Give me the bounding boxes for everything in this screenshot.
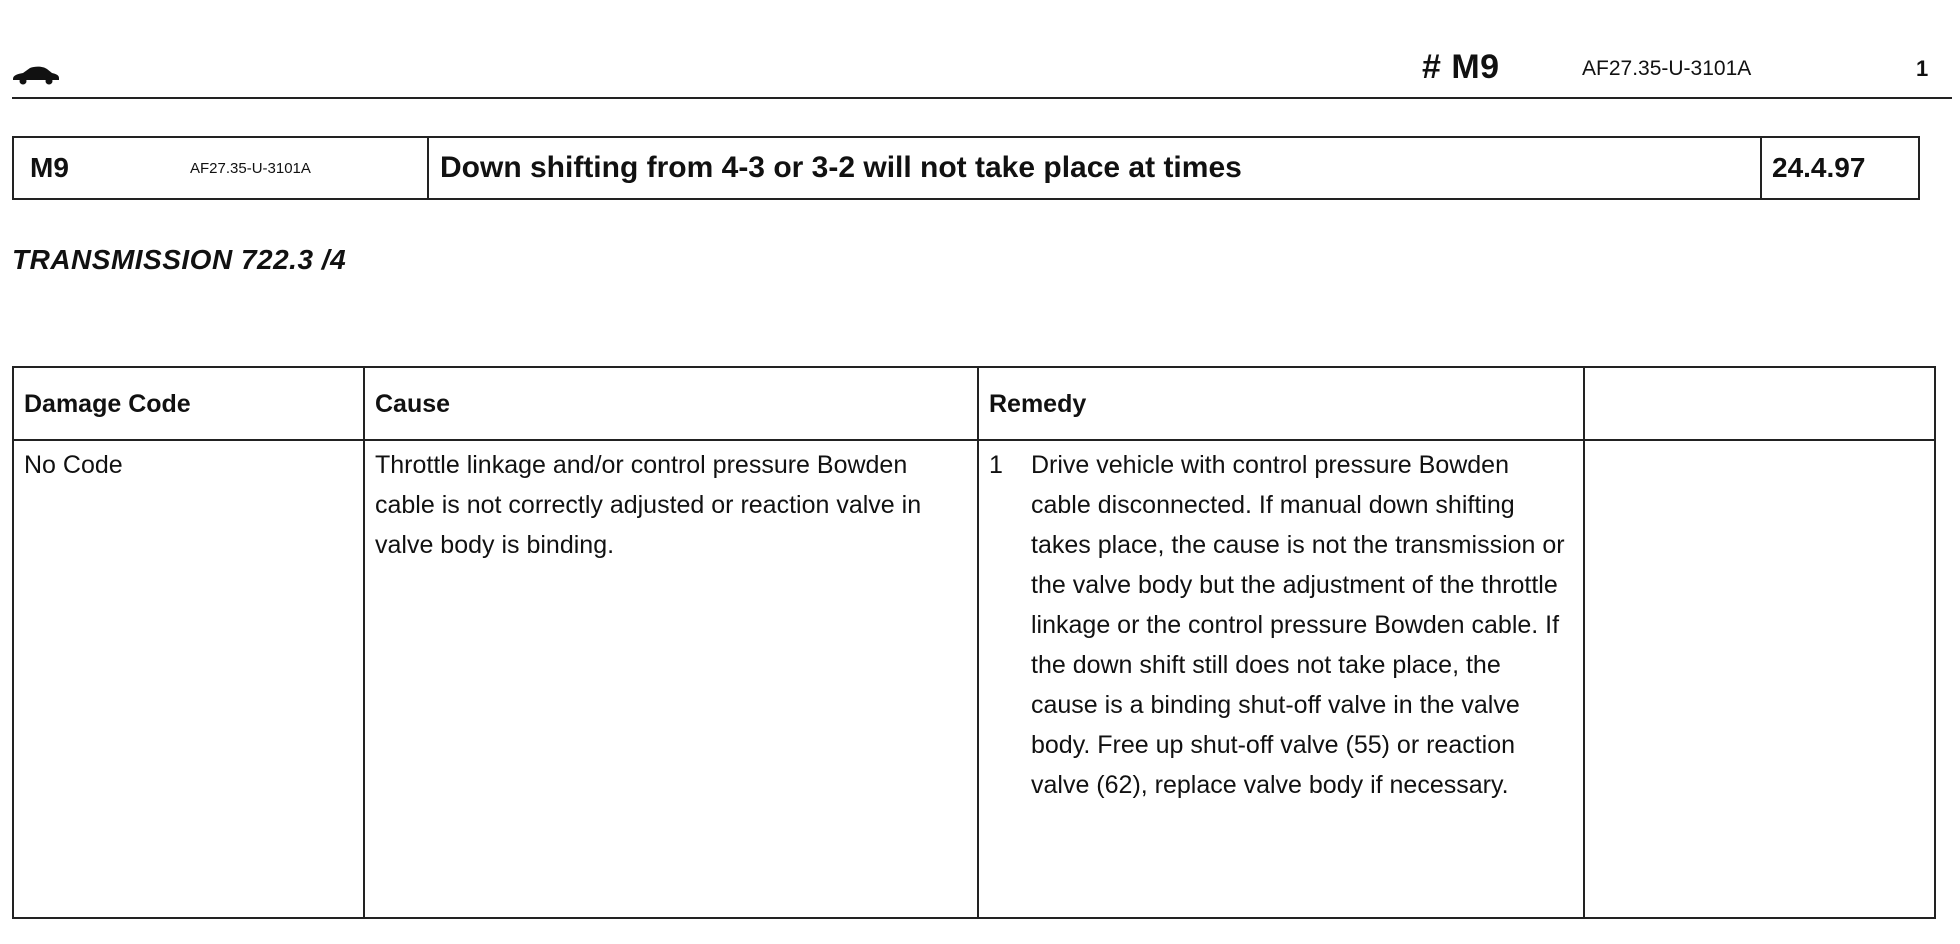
- cause-cell: Throttle linkage and/or control pressure Bowden cable is not correctly adjusted or reaction valve in valve body is binding.: [364, 440, 978, 918]
- notes-cell: [1584, 440, 1935, 918]
- bulletin-date: 24.4.97: [1772, 152, 1866, 183]
- remedy-step-text: Drive vehicle with control pressure Bowden cable disconnected. If manual down shifting takes place, the cause is not the transmission or the valve body but the adjustment of the throttle linkage or the control pressure Bowden cable. If the down shift still does not take place, the cause is a binding shut-off valve in the valve body. Free up shut-off valve (55) or reaction valve (62), replace valve body if necessary.: [1031, 451, 1565, 799]
- header-notes: [1584, 367, 1935, 440]
- title-box: [12, 136, 1920, 200]
- table-header-row: [13, 367, 1935, 440]
- bulletin-code: M9: [30, 152, 69, 183]
- list-item: [989, 445, 1573, 805]
- car-icon: [12, 64, 60, 86]
- remedy-step-number: 1: [989, 451, 1003, 479]
- header-divider: [12, 97, 1952, 99]
- title-box-code-cell: [14, 138, 429, 198]
- damage-table: [12, 366, 1936, 919]
- document-number: # M9: [1422, 48, 1500, 86]
- bulletin-title: Down shifting from 4-3 or 3-2 will not take place at times: [429, 138, 1762, 198]
- remedy-list: [989, 445, 1573, 805]
- bulletin-reference: AF27.35-U-3101A: [190, 159, 311, 177]
- header-damage-code: Damage Code: [13, 367, 364, 440]
- header-cause: Cause: [364, 367, 978, 440]
- table-row: [13, 440, 1935, 918]
- damage-code-cell: No Code: [13, 440, 364, 918]
- remedy-cell: [978, 440, 1584, 918]
- section-heading: TRANSMISSION 722.3 /4: [12, 244, 347, 275]
- page-number: 1: [1916, 56, 1929, 81]
- header-remedy: Remedy: [978, 367, 1584, 440]
- document-reference: AF27.35-U-3101A: [1582, 57, 1752, 80]
